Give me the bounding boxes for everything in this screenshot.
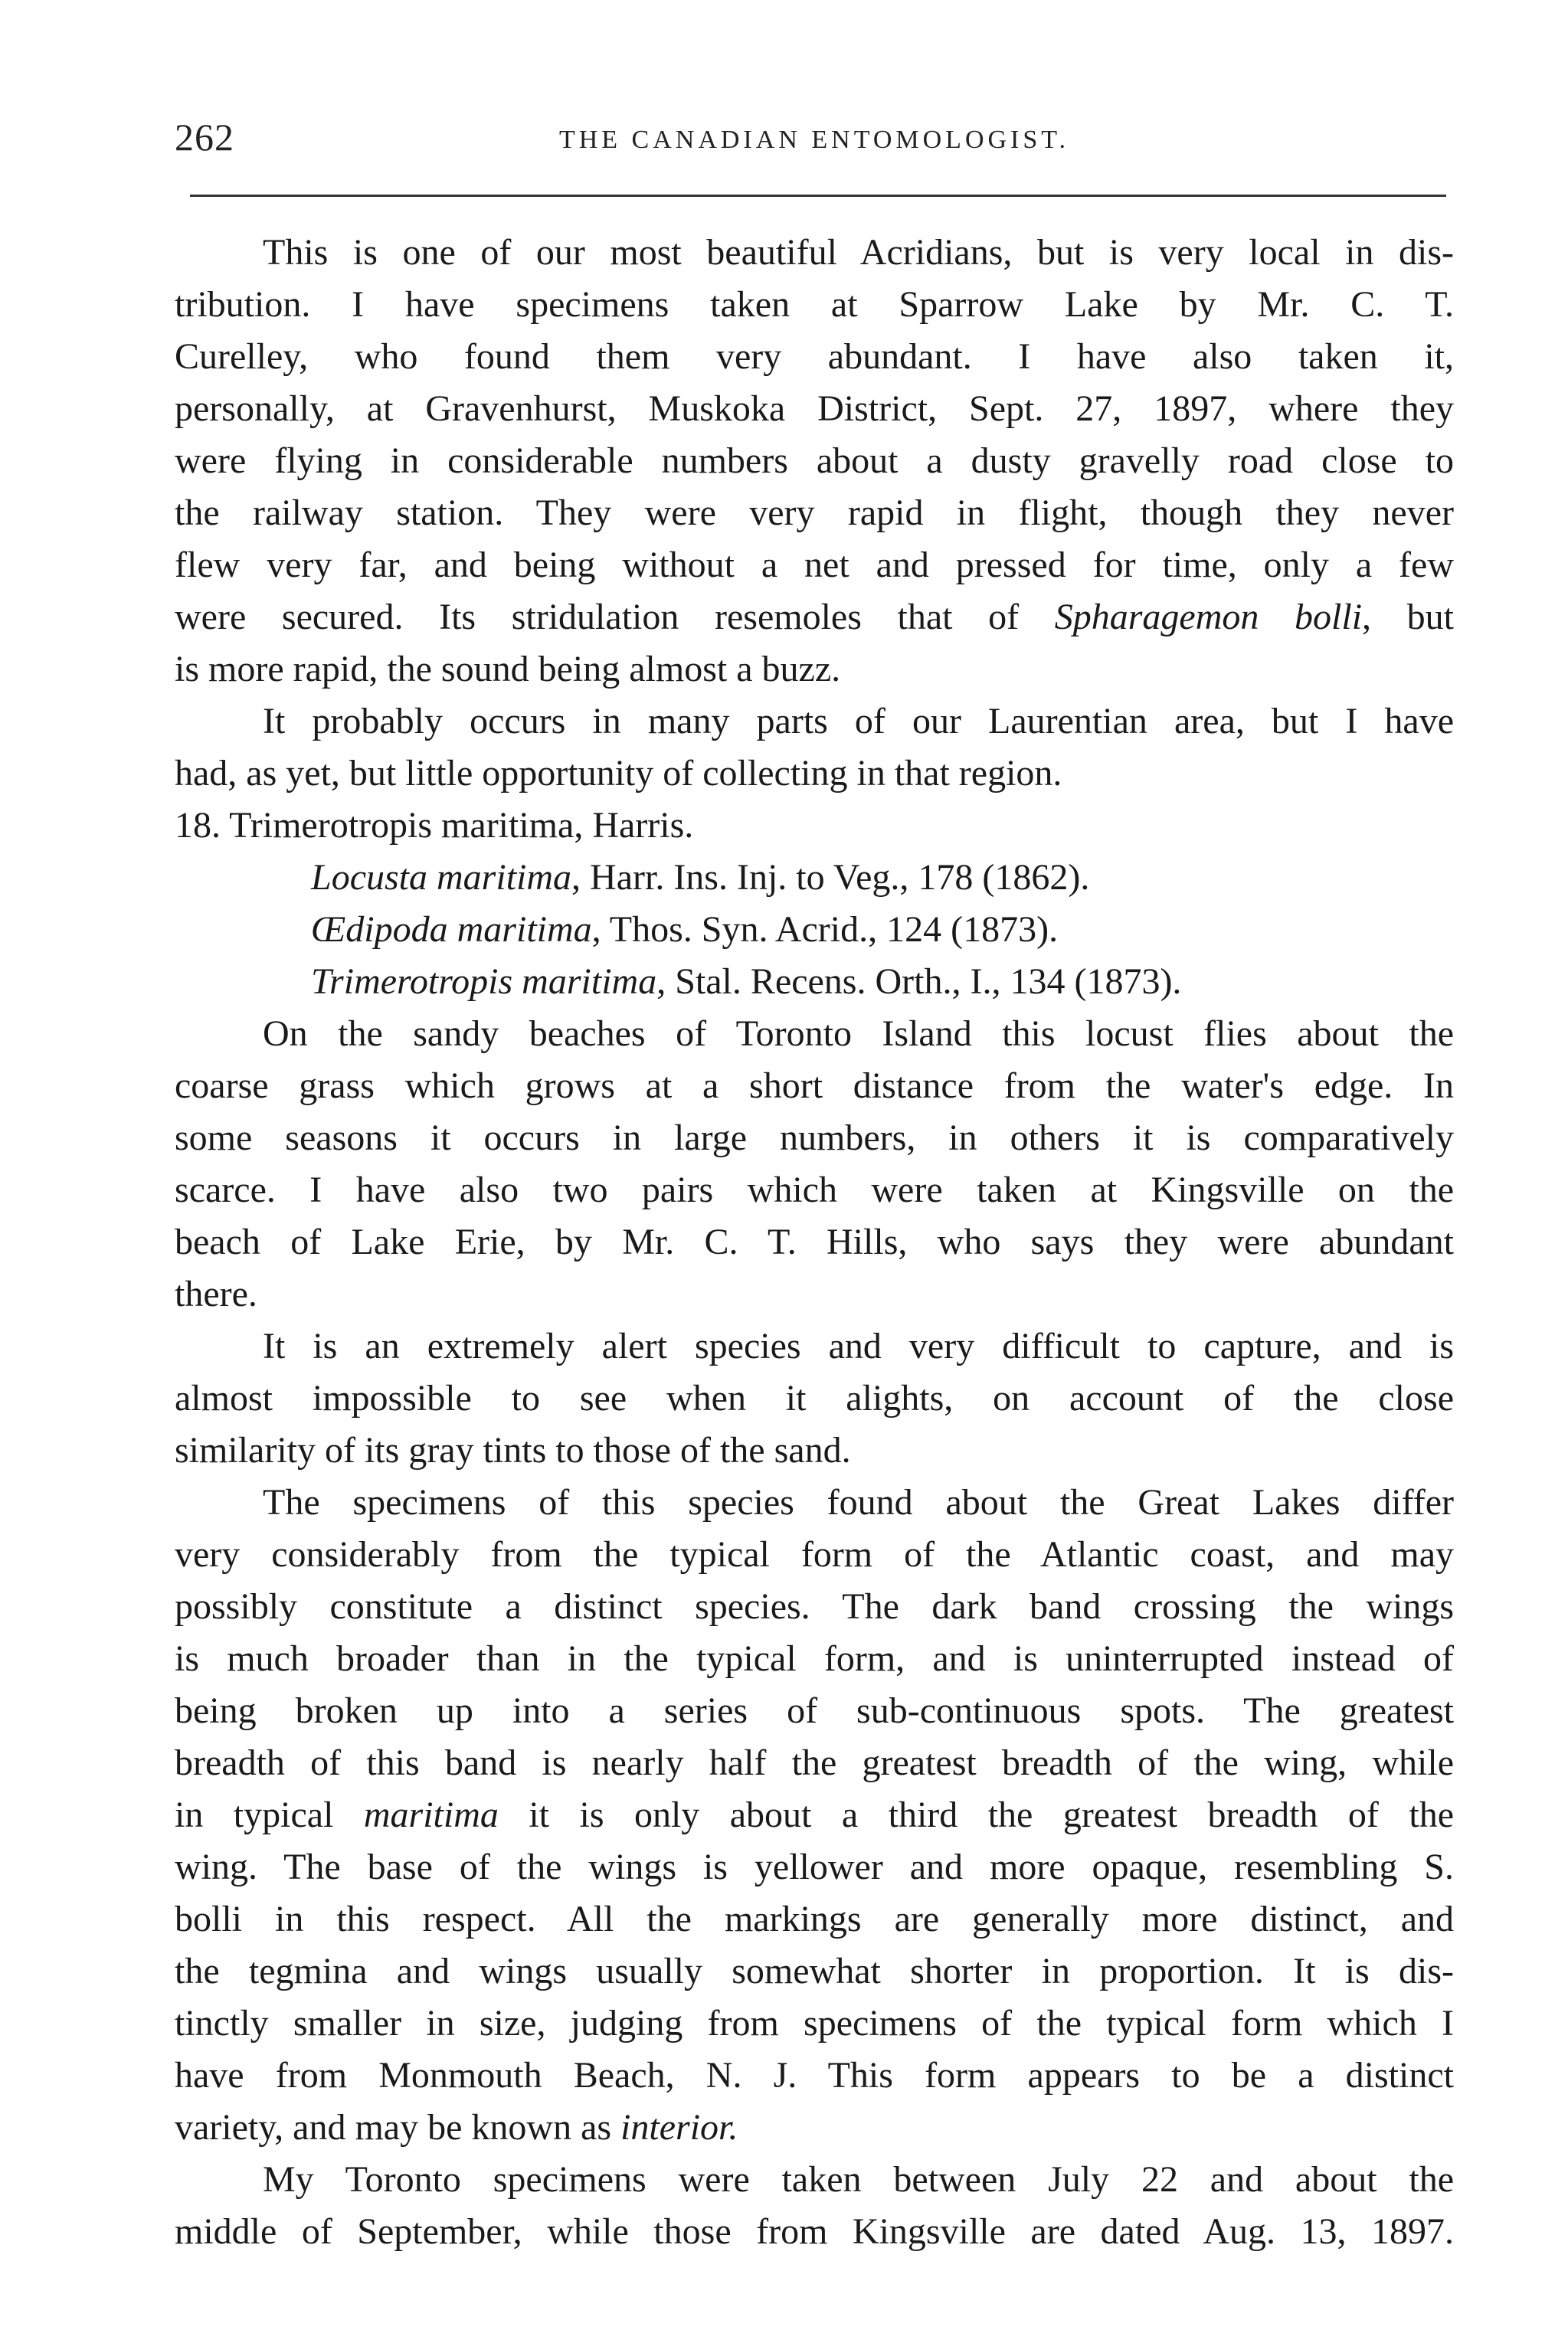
italic-taxon-name: Œdipoda maritima bbox=[311, 909, 592, 950]
text-line-p6-l1: My Toronto specimens were taken between July 22 and about the bbox=[263, 2159, 1454, 2200]
text-line-p4-l3: similarity of its gray tints to those of the sand. bbox=[175, 1430, 851, 1471]
text-line-p4-l1: It is an extremely alert species and very difficult to capture, and is bbox=[263, 1326, 1454, 1366]
text-line-p5-l4: is much broader than in the typical form, and is uninterrupted instead of bbox=[175, 1638, 1454, 1679]
text-segment: , Harr. Ins. Inj. to Veg., 178 (1862). bbox=[571, 857, 1090, 898]
text-line-p5-l12: have from Monmouth Beach, N. J. This form appears to be a distinct bbox=[175, 2055, 1454, 2096]
text-segment: variety, and may be known as bbox=[175, 2107, 621, 2148]
text-line-p5-l1: The specimens of this species found about the Great Lakes differ bbox=[263, 1482, 1454, 1523]
text-segment: , Stal. Recens. Orth., I., 134 (1873). bbox=[656, 961, 1182, 1002]
page-header bbox=[175, 115, 1454, 176]
text-line-p5-l5: being broken up into a series of sub-continuous spots. The greatest bbox=[175, 1690, 1454, 1731]
italic-taxon-name: maritima bbox=[363, 1795, 499, 1835]
text-segment: it is only about a third the greatest breadth of the bbox=[498, 1795, 1454, 1835]
text-line-p3-l1: On the sandy beaches of Toronto Island this locust flies about the bbox=[263, 1013, 1454, 1054]
text-line-p1-l5: were flying in considerable numbers about a dusty gravelly road close to bbox=[175, 440, 1454, 481]
text-line-p3-l6: there. bbox=[175, 1274, 257, 1314]
italic-taxon-name: interior. bbox=[620, 2107, 738, 2148]
text-segment: , but bbox=[1362, 597, 1454, 637]
running-title: THE CANADIAN ENTOMOLOGIST. bbox=[558, 126, 1070, 154]
text-segment: were secured. Its stridulation resemoles that of bbox=[175, 597, 1055, 637]
text-line-p1-l9: is more rapid, the sound being almost a buzz. bbox=[175, 649, 841, 689]
text-line-sp-heading: 18. Trimerotropis maritima, Harris. bbox=[175, 805, 694, 846]
text-line-p5-l13 bbox=[175, 2102, 1454, 2154]
text-line-p5-l9: bolli in this respect. All the markings are generally more distinct, and bbox=[175, 1899, 1454, 1939]
text-line-p5-l11: tinctly smaller in size, judging from specimens of the typical form which I bbox=[175, 2003, 1454, 2044]
page-number: 262 bbox=[175, 116, 234, 159]
italic-taxon-name: Trimerotropis maritima bbox=[311, 961, 657, 1002]
text-line-syn-2 bbox=[175, 904, 1454, 956]
text-line-p4-l2: almost impossible to see when it alights, on account of the close bbox=[175, 1378, 1454, 1419]
text-line-p1-l6: the railway station. They were very rapid in flight, though they never bbox=[175, 492, 1454, 533]
text-line-p3-l2: coarse grass which grows at a short distance from the water's edge. In bbox=[175, 1065, 1454, 1106]
italic-taxon-name: Locusta maritima bbox=[311, 857, 572, 898]
text-line-p1-l4: personally, at Gravenhurst, Muskoka District, Sept. 27, 1897, where they bbox=[175, 388, 1454, 429]
text-line-p1-l8 bbox=[175, 591, 1454, 643]
text-line-p5-l10: the tegmina and wings usually somewhat shorter in proportion. It is dis- bbox=[175, 1951, 1454, 1991]
text-line-p6-l2: middle of September, while those from Kingsville are dated Aug. 13, 1897. bbox=[175, 2211, 1454, 2252]
text-line-p1-l1: This is one of our most beautiful Acridians, but is very local in dis- bbox=[263, 232, 1454, 273]
text-line-p1-l2: tribution. I have specimens taken at Sparrow Lake by Mr. C. T. bbox=[175, 284, 1454, 325]
text-line-p1-l7: flew very far, and being without a net and pressed for time, only a few bbox=[175, 545, 1454, 585]
text-line-syn-1 bbox=[175, 852, 1454, 904]
text-line-p5-l2: very considerably from the typical form of the Atlantic coast, and may bbox=[175, 1534, 1454, 1575]
italic-taxon-name: Spharagemon bolli bbox=[1054, 597, 1363, 637]
text-line-p2-l1: It probably occurs in many parts of our Laurentian area, but I have bbox=[263, 701, 1454, 741]
text-line-p5-l3: possibly constitute a distinct species. The dark band crossing the wings bbox=[175, 1586, 1454, 1627]
text-line-syn-3 bbox=[175, 956, 1454, 1008]
header-rule bbox=[190, 195, 1446, 197]
text-line-p3-l4: scarce. I have also two pairs which were taken at Kingsville on the bbox=[175, 1170, 1454, 1210]
text-line-p2-l2: had, as yet, but little opportunity of collecting in that region. bbox=[175, 753, 1062, 794]
text-line-p5-l6: breadth of this band is nearly half the greatest breadth of the wing, while bbox=[175, 1743, 1454, 1783]
text-segment: , Thos. Syn. Acrid., 124 (1873). bbox=[591, 909, 1059, 950]
text-line-p5-l7 bbox=[175, 1789, 1454, 1841]
body-text bbox=[175, 227, 1454, 2258]
text-line-p3-l3: some seasons it occurs in large numbers, in others it is comparatively bbox=[175, 1118, 1454, 1158]
text-segment: in typical bbox=[175, 1795, 364, 1835]
text-line-p5-l8: wing. The base of the wings is yellower and more opaque, resembling S. bbox=[175, 1847, 1454, 1887]
text-line-p3-l5: beach of Lake Erie, by Mr. C. T. Hills, who says they were abundant bbox=[175, 1222, 1454, 1262]
text-line-p1-l3: Curelley, who found them very abundant. I have also taken it, bbox=[175, 336, 1454, 377]
